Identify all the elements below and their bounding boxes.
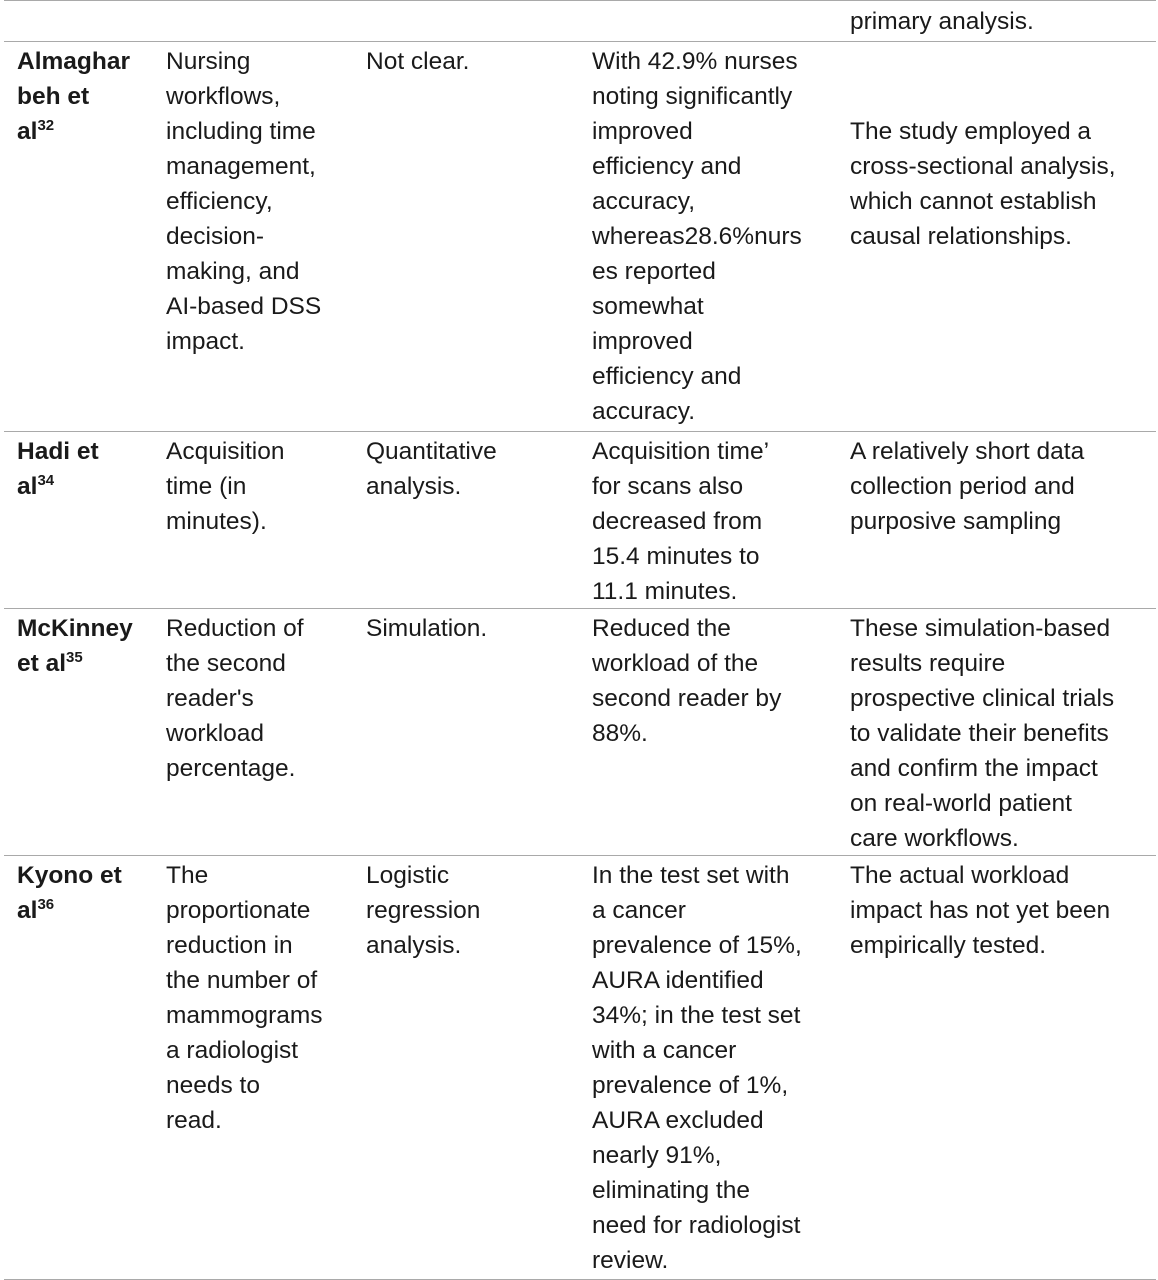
reference-number: 36 — [37, 896, 55, 913]
method-cell: Simulation. — [366, 615, 488, 642]
table-row — [4, 1, 1156, 42]
table-row — [4, 432, 1156, 609]
reference-number: 35 — [66, 649, 83, 666]
limitation-cell: These simulation-based results require prospective clinical trials to validate their benefits and confirm the impact on real-world patient care workflows. — [850, 615, 1115, 852]
study-name: Almaghar beh et al — [17, 48, 131, 145]
limitation-cell: The study employed a cross-sectional analysis, which cannot establish causal relationships. — [850, 118, 1116, 250]
limitation-cell: The actual workload impact has not yet been empirically tested. — [850, 862, 1111, 959]
result-cell: Reduced the workload of the second reader by 88%. — [592, 615, 782, 747]
study-name: McKinney et al — [17, 615, 133, 677]
result-cell: In the test set with a cancer prevalence of 15%, AURA identified 34%; in the test set with a cancer prevalence of 1%, AURA excluded nearly 91%, eliminating the need for radiologist review. — [592, 862, 802, 1274]
table-row — [4, 42, 1156, 432]
method-cell: Not clear. — [366, 48, 470, 75]
reference-number: 32 — [37, 117, 55, 134]
study-cell — [17, 858, 157, 928]
outcome-cell: The proportionate reduction in the number of mammograms a radiologist needs to read. — [166, 862, 323, 1134]
study-cell — [17, 434, 157, 504]
outcome-cell: Acquisition time (in minutes). — [166, 438, 285, 535]
table-row — [4, 609, 1156, 856]
outcome-cell: Nursing workflows, including time management, efficiency, decision- making, and AI-based DSS impact. — [166, 48, 322, 355]
evidence-table — [4, 0, 1156, 1280]
reference-number: 34 — [37, 472, 55, 489]
study-cell — [17, 611, 157, 681]
table-row — [4, 856, 1156, 1280]
outcome-cell: Reduction of the second reader's workload percentage. — [166, 615, 304, 782]
limitation-cell: primary analysis. — [850, 8, 1034, 35]
result-cell: With 42.9% nurses noting significantly improved efficiency and accuracy, whereas28.6%nurs es reported somewhat improved efficiency and accuracy. — [592, 48, 802, 425]
result-cell: Acquisition time’ for scans also decreased from 15.4 minutes to 11.1 minutes. — [592, 438, 770, 605]
limitation-cell: A relatively short data collection period and purposive sampling — [850, 438, 1085, 535]
study-cell — [17, 44, 157, 149]
study-name: Kyono et al — [17, 862, 122, 924]
study-name: Hadi et al — [17, 438, 99, 500]
method-cell: Logistic regression analysis. — [366, 862, 481, 959]
method-cell: Quantitative analysis. — [366, 438, 497, 500]
